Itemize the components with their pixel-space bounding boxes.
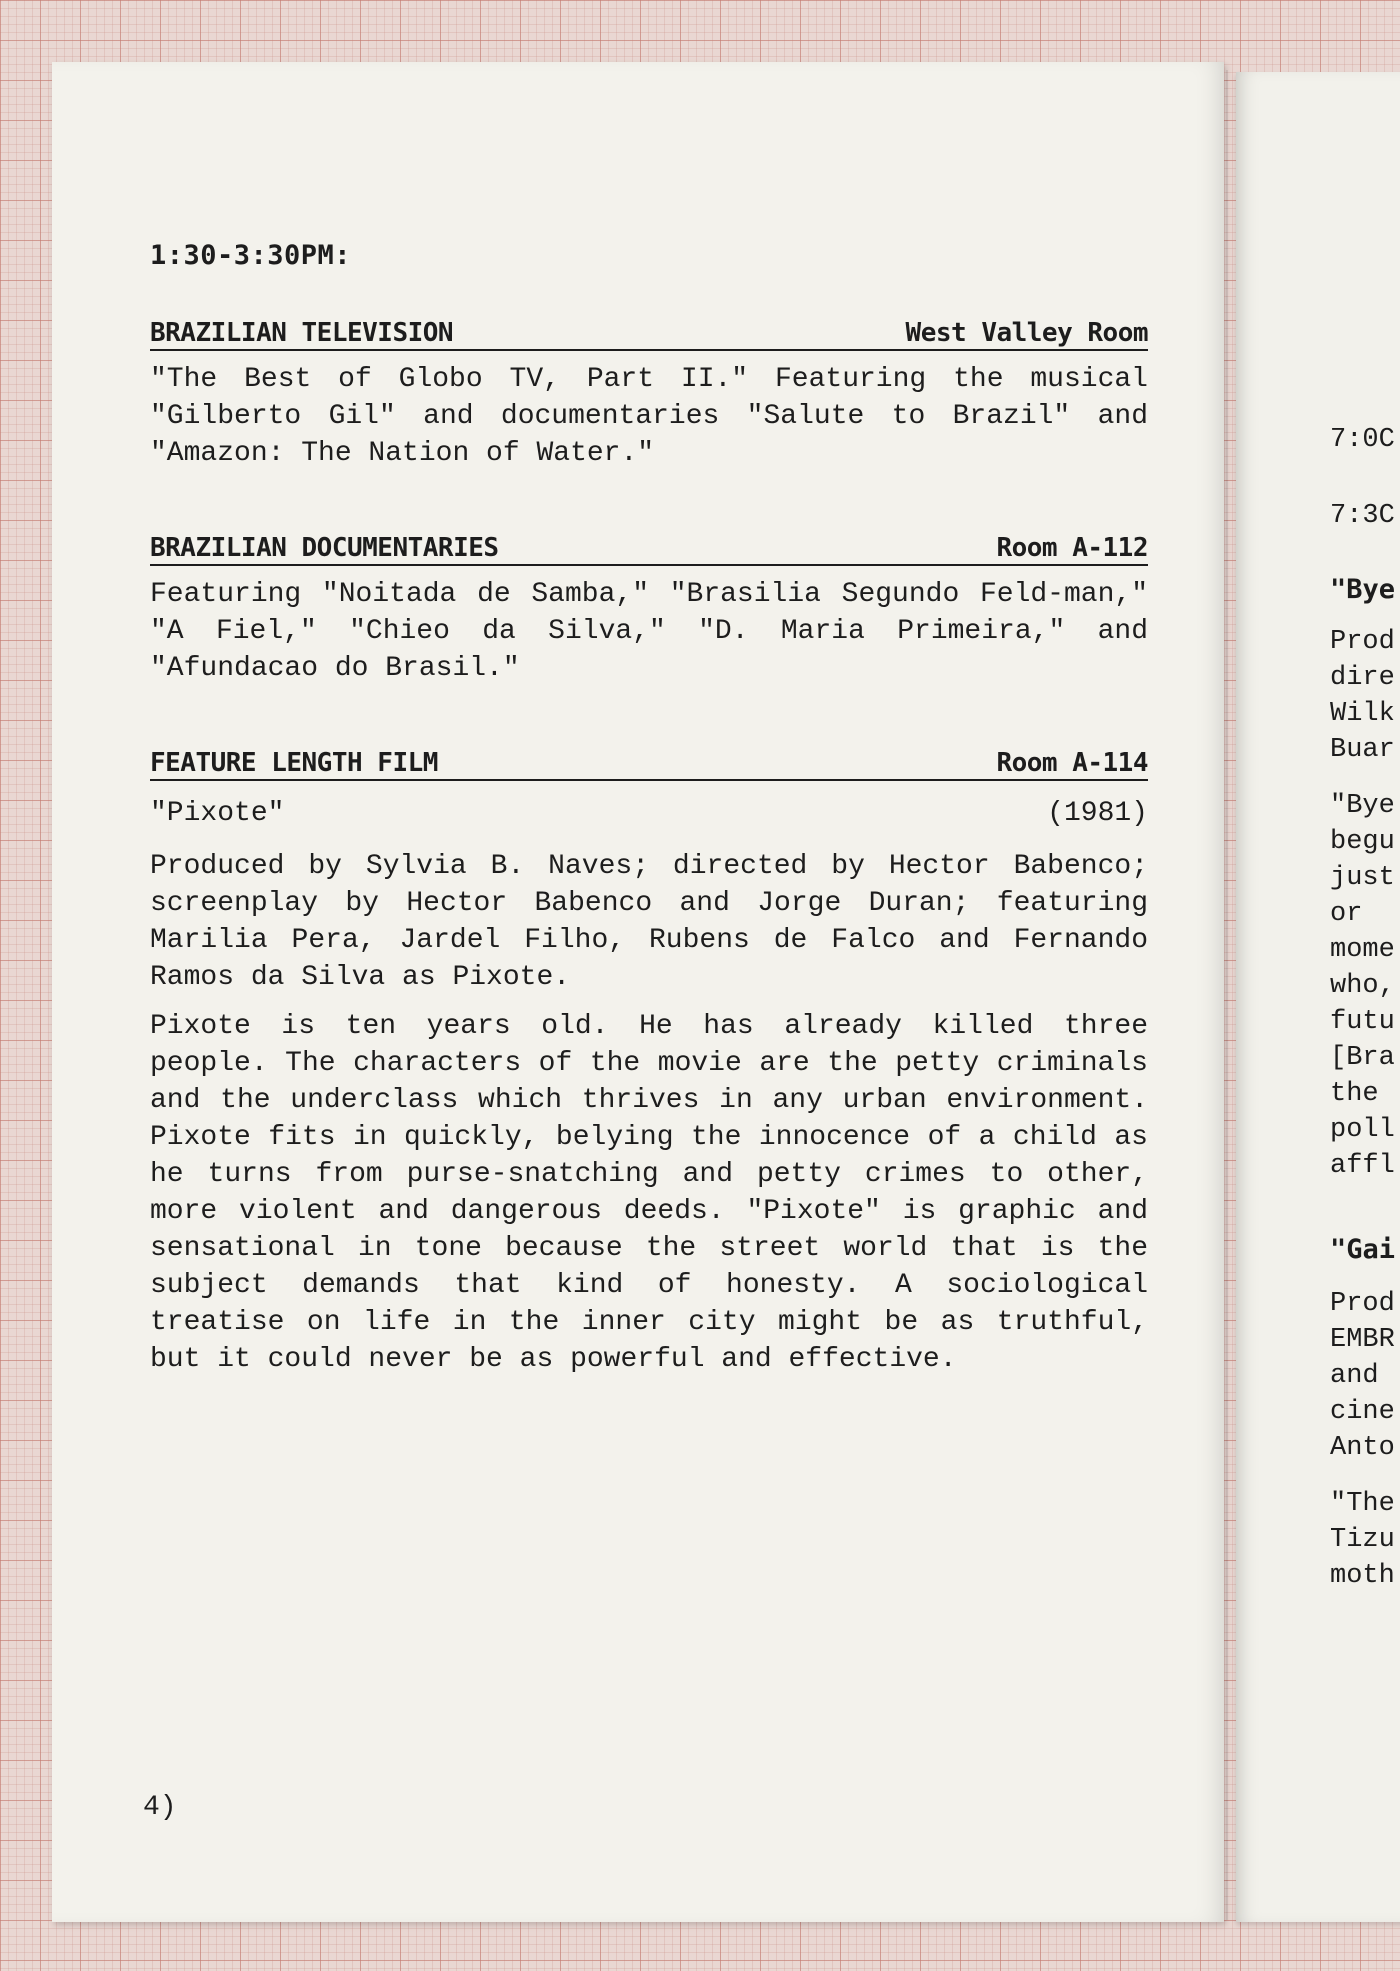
film-description: Pixote is ten years old. He has already killed three people. The characters of the movie are the petty criminals and the underclass which thrives in any urban environment. Pixote fits in quickly, belying the innocence of a child as he turns from purse-snatching and petty crimes to other, more violent and dangerous deeds. "Pixote" is graphic and sensational in tone because the street world that is the subject demands that kind of honesty. A sociological treatise on life in the inner city might be as truthful, but it could never be as powerful and effective. — [150, 1011, 1148, 1375]
right-page-line: the — [1330, 1079, 1379, 1109]
film-year: (1981) — [1047, 798, 1148, 829]
section-title: BRAZILIAN DOCUMENTARIES — [150, 533, 499, 563]
right-page-line: moth — [1330, 1561, 1395, 1591]
section-description: "The Best of Globo TV, Part II." Featuring the musical "Gilberto Gil" and documentaries "Salute to Brazil" and "Amazon: The Nation of Water." — [150, 364, 1148, 469]
section-feature-length-film — [150, 749, 1148, 1378]
right-page-line: futu — [1330, 1007, 1395, 1037]
film-credits: Produced by Sylvia B. Naves; directed by Hector Babenco; screenplay by Hector Babenco and Jorge Duran; featuring Marilia Pera, Jardel Filho, Rubens de Falco and Fernando Ramos da Silva as Pixote. — [150, 851, 1148, 993]
right-page-line: begu — [1330, 827, 1395, 857]
right-page-line: Prod — [1330, 627, 1395, 657]
right-page-line: "Bye — [1330, 791, 1395, 821]
section-heading — [150, 319, 1148, 351]
right-page-line: "Bye — [1330, 574, 1396, 605]
right-page-line: or — [1330, 899, 1363, 929]
right-page-line: and — [1330, 1361, 1379, 1391]
right-page-line: 7:3C — [1330, 501, 1395, 531]
time-slot: 1:30-3:30PM: — [150, 240, 352, 271]
right-page-line: affl — [1330, 1151, 1395, 1181]
film-title: "Pixote" — [150, 798, 285, 829]
right-page-line: Buar — [1330, 735, 1395, 765]
section-room: Room A-114 — [996, 748, 1148, 778]
right-page-line: mome — [1330, 935, 1395, 965]
right-page-line: Wilk — [1330, 699, 1395, 729]
right-page-line: [Bra — [1330, 1043, 1395, 1073]
right-page-line: poll — [1330, 1115, 1395, 1145]
section-brazilian-documentaries — [150, 534, 1148, 687]
right-page-line: cine — [1330, 1397, 1395, 1427]
page-number: 4) — [143, 1792, 177, 1823]
section-title: FEATURE LENGTH FILM — [150, 748, 438, 778]
right-page-line: Tizu — [1330, 1525, 1395, 1555]
right-page-line: Anto — [1330, 1433, 1395, 1463]
section-heading — [150, 749, 1148, 781]
right-page-line: EMBR — [1330, 1325, 1395, 1355]
section-title: BRAZILIAN TELEVISION — [150, 318, 454, 348]
right-page — [1236, 72, 1400, 1922]
right-page-line: "The — [1330, 1489, 1395, 1519]
section-room: West Valley Room — [905, 318, 1148, 348]
left-page-content — [150, 240, 1148, 1440]
right-page-line: who, — [1330, 971, 1395, 1001]
section-brazilian-television — [150, 319, 1148, 472]
right-page-line: just — [1330, 863, 1395, 893]
right-page-line: "Gai — [1330, 1234, 1396, 1265]
film-title-row — [150, 795, 1148, 832]
right-page-line: dire — [1330, 663, 1395, 693]
section-room: Room A-112 — [996, 533, 1148, 563]
page-gutter — [1226, 70, 1228, 1920]
right-page-line: Prod — [1330, 1289, 1395, 1319]
right-page-line: 7:0C — [1330, 425, 1395, 455]
section-description: Featuring "Noitada de Samba," "Brasilia Segundo Feld-man," "A Fiel," "Chieo da Silva," "D. Maria Primeira," and "Afundacao do Brasil." — [150, 579, 1148, 684]
section-heading — [150, 534, 1148, 566]
